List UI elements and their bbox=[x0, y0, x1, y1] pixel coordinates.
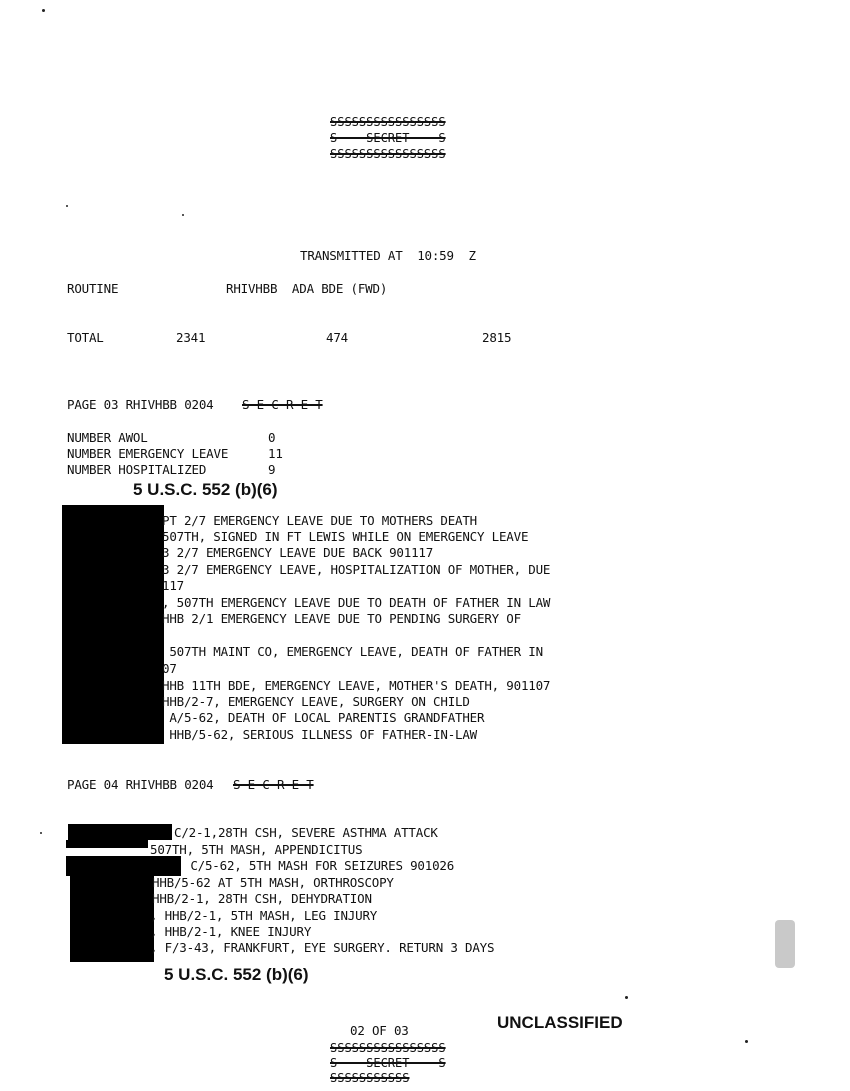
header-banner-line-1: SSSSSSSSSSSSSSSS bbox=[330, 115, 446, 129]
stat-emergency-leave-value: 11 bbox=[268, 446, 283, 461]
page-count: 02 OF 03 bbox=[350, 1023, 409, 1038]
footer-banner-line-3: SSSSSSSSSSS bbox=[330, 1071, 410, 1085]
unclassified-marking: UNCLASSIFIED bbox=[497, 1013, 623, 1032]
page04-redaction-block bbox=[66, 856, 181, 876]
precedence-routine: ROUTINE bbox=[67, 281, 119, 296]
page03-entry: HHB/2-7, EMERGENCY LEAVE, SURGERY ON CHILD bbox=[162, 694, 470, 709]
page04-redaction-block bbox=[70, 874, 154, 962]
page04-entry: , F/3-43, FRANKFURT, EYE SURGERY. RETURN 3 DAYS bbox=[150, 940, 495, 955]
stat-hospitalized-value: 9 bbox=[268, 462, 276, 477]
scan-speck bbox=[745, 1040, 748, 1043]
page03-entry: 507TH, SIGNED IN FT LEWIS WHILE ON EMERGENCY LEAVE bbox=[162, 529, 529, 544]
page03-entry: 07 bbox=[162, 661, 177, 676]
page04-entry: , HHB/2-1, KNEE INJURY bbox=[150, 924, 312, 939]
stat-emergency-leave-label: NUMBER EMERGENCY LEAVE bbox=[67, 446, 229, 461]
page04-classification: S E C R E T bbox=[233, 777, 314, 792]
page03-entry: HHB 11TH BDE, EMERGENCY LEAVE, MOTHER'S DEATH, 901107 bbox=[162, 678, 551, 693]
header-banner-line-3: SSSSSSSSSSSSSSSS bbox=[330, 147, 446, 161]
page03-entry: 3 2/7 EMERGENCY LEAVE, HOSPITALIZATION OF MOTHER, DUE bbox=[162, 562, 551, 577]
page03-entry: 3 2/7 EMERGENCY LEAVE DUE BACK 901117 bbox=[162, 545, 434, 560]
page03-classification: S E C R E T bbox=[242, 397, 323, 412]
page03-exemption-stamp: 5 U.S.C. 552 (b)(6) bbox=[133, 480, 278, 499]
scan-speck bbox=[182, 214, 184, 216]
page03-entry: A/5-62, DEATH OF LOCAL PARENTIS GRANDFATHER bbox=[162, 710, 485, 725]
page04-redaction-block bbox=[68, 824, 172, 840]
page03-entry: PT 2/7 EMERGENCY LEAVE DUE TO MOTHERS DEATH bbox=[162, 513, 478, 528]
totals-col2: 474 bbox=[326, 330, 348, 345]
page04-entry: C/5-62, 5TH MASH FOR SEIZURES 901026 bbox=[183, 858, 455, 873]
page04-entry: , HHB/2-1, 5TH MASH, LEG INJURY bbox=[150, 908, 378, 923]
page03-redaction-block bbox=[62, 505, 164, 744]
page03-entry: HHB/5-62, SERIOUS ILLNESS OF FATHER-IN-LAW bbox=[162, 727, 478, 742]
page04-exemption-stamp: 5 U.S.C. 552 (b)(6) bbox=[164, 965, 309, 984]
totals-col3: 2815 bbox=[482, 330, 512, 345]
scan-speck bbox=[42, 9, 45, 12]
scan-speck bbox=[625, 996, 628, 999]
stat-awol-label: NUMBER AWOL bbox=[67, 430, 148, 445]
page03-entry: , 507TH EMERGENCY LEAVE DUE TO DEATH OF FATHER IN LAW bbox=[162, 595, 551, 610]
header-banner-line-2: S SECRET S bbox=[330, 131, 446, 145]
page04-entry: C/2-1,28TH CSH, SEVERE ASTHMA ATTACK bbox=[174, 825, 438, 840]
footer-banner-line-2: S SECRET S bbox=[330, 1056, 446, 1070]
stat-hospitalized-label: NUMBER HOSPITALIZED bbox=[67, 462, 207, 477]
page04-entry: 507TH, 5TH MASH, APPENDICITUS bbox=[150, 842, 363, 857]
totals-label: TOTAL bbox=[67, 330, 104, 345]
routing-address: RHIVHBB ADA BDE (FWD) bbox=[226, 281, 388, 296]
scan-speck bbox=[40, 832, 42, 834]
page04-header: PAGE 04 RHIVHBB 0204 bbox=[67, 777, 214, 792]
footer-banner-line-1: SSSSSSSSSSSSSSSS bbox=[330, 1041, 446, 1055]
page04-redaction-block bbox=[66, 840, 148, 848]
scan-speck bbox=[66, 205, 68, 207]
page03-header: PAGE 03 RHIVHBB 0204 bbox=[67, 397, 214, 412]
stat-awol-value: 0 bbox=[268, 430, 276, 445]
page04-entry: HHB/2-1, 28TH CSH, DEHYDRATION bbox=[152, 891, 372, 906]
page04-entry: HHB/5-62 AT 5TH MASH, ORTHROSCOPY bbox=[152, 875, 394, 890]
transmitted-at: TRANSMITTED AT 10:59 Z bbox=[300, 248, 476, 263]
page03-entry: 507TH MAINT CO, EMERGENCY LEAVE, DEATH OF FATHER IN bbox=[162, 644, 543, 659]
totals-col1: 2341 bbox=[176, 330, 206, 345]
page03-entry: 117 bbox=[162, 578, 184, 593]
page03-entry: HHB 2/1 EMERGENCY LEAVE DUE TO PENDING SURGERY OF bbox=[162, 611, 521, 626]
scan-speck bbox=[775, 920, 795, 968]
